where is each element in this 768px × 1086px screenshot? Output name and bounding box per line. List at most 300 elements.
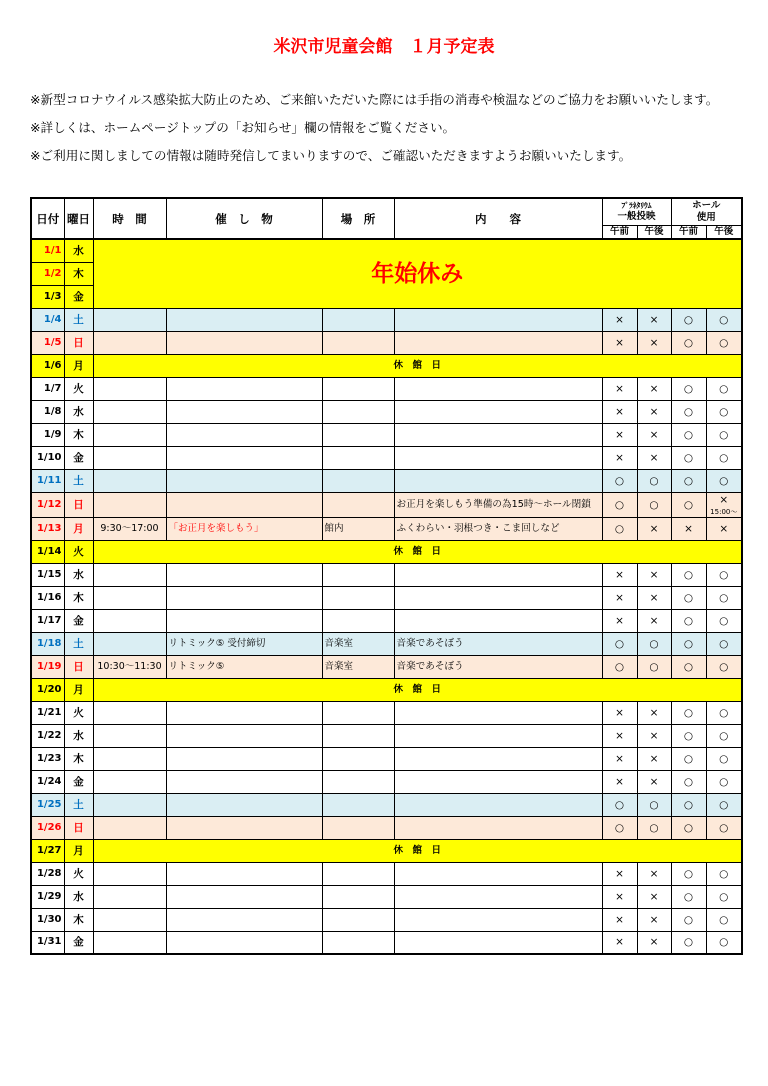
availability-mark: ×	[719, 522, 729, 535]
availability-mark: ×	[684, 522, 693, 535]
availability-mark: ○	[683, 775, 694, 788]
event-cell	[166, 908, 322, 931]
availability-mark: ○	[683, 660, 694, 673]
hall-pm-cell	[706, 609, 742, 632]
event-cell	[166, 423, 322, 446]
availability-mark: ○	[719, 798, 729, 811]
event-cell	[166, 862, 322, 885]
planetarium-pm-cell	[637, 377, 671, 400]
hall-am-cell	[671, 492, 706, 517]
weekday-cell: 月	[64, 354, 93, 377]
schedule-row	[31, 747, 742, 770]
planetarium-am-cell	[602, 446, 637, 469]
event-cell	[166, 308, 322, 331]
date-cell: 1/16	[31, 586, 64, 609]
availability-mark: ○	[719, 637, 729, 650]
place-cell	[322, 446, 394, 469]
time-cell: 10:30～11:30	[93, 655, 166, 678]
event-cell	[166, 747, 322, 770]
date-cell: 1/13	[31, 517, 64, 540]
availability-mark: ○	[719, 614, 729, 627]
content-cell: お正月を楽しもう準備の為15時～ホール閉鎖	[394, 492, 602, 517]
hall-pm-cell	[706, 469, 742, 492]
planetarium-pm-cell	[637, 469, 671, 492]
schedule-row	[31, 609, 742, 632]
notice-line: ※詳しくは、ホームページトップの「お知らせ」欄の情報をご覧ください。	[30, 120, 456, 135]
weekday-cell: 火	[64, 540, 93, 563]
availability-mark: ○	[614, 474, 625, 487]
planetarium-pm-cell	[637, 563, 671, 586]
availability-mark: ○	[683, 451, 694, 464]
availability-mark: ×	[649, 890, 659, 903]
availability-mark: ○	[683, 428, 694, 441]
event-cell	[166, 931, 322, 954]
availability-mark: ×	[649, 522, 659, 535]
schedule-row	[31, 816, 742, 839]
availability-mark: ○	[683, 336, 694, 349]
notice-line: ※新型コロナウイルス感染拡大防止のため、ご来館いただいた際には手指の消毒や検温などのご協力をお願いいたします。	[30, 92, 719, 107]
hall-pm-cell	[706, 632, 742, 655]
planetarium-am-cell	[602, 816, 637, 839]
availability-mark: ×	[615, 913, 624, 926]
event-cell	[166, 816, 322, 839]
content-cell: ふくわらい・羽根つき・こま回しなど	[394, 517, 602, 540]
availability-mark: ○	[719, 428, 729, 441]
availability-mark: ×	[649, 729, 659, 742]
planetarium-am-cell	[602, 609, 637, 632]
planetarium-am-cell	[602, 331, 637, 354]
hall-am-cell	[671, 423, 706, 446]
planetarium-pm-cell	[637, 609, 671, 632]
planetarium-am-cell	[602, 377, 637, 400]
planetarium-pm-cell	[637, 308, 671, 331]
weekday-cell: 月	[64, 839, 93, 862]
time-cell	[93, 469, 166, 492]
time-cell	[93, 377, 166, 400]
hall-pm-cell	[706, 586, 742, 609]
planetarium-am-cell	[602, 701, 637, 724]
availability-mark: ○	[719, 752, 729, 765]
event-cell	[166, 469, 322, 492]
weekday-cell: 木	[64, 262, 93, 285]
content-cell	[394, 770, 602, 793]
availability-mark: ○	[683, 568, 694, 581]
event-cell	[166, 609, 322, 632]
availability-mark: ○	[683, 913, 694, 926]
hall-pm-cell	[706, 816, 742, 839]
date-cell: 1/6	[31, 354, 64, 377]
availability-mark: ○	[649, 474, 659, 487]
planetarium-pm-cell	[637, 931, 671, 954]
closed-cell: 休 館 日	[93, 354, 742, 377]
date-cell: 1/20	[31, 678, 64, 701]
availability-mark: ○	[719, 867, 729, 880]
hall-am-cell	[671, 770, 706, 793]
availability-mark: ×	[615, 775, 624, 788]
hall-am-cell	[671, 377, 706, 400]
availability-mark: ○	[614, 798, 625, 811]
availability-mark: ○	[719, 568, 729, 581]
hall-pm-cell	[706, 331, 742, 354]
date-cell: 1/17	[31, 609, 64, 632]
content-cell	[394, 724, 602, 747]
time-cell	[93, 400, 166, 423]
time-cell	[93, 331, 166, 354]
hall-am-cell	[671, 563, 706, 586]
hall-am-cell	[671, 655, 706, 678]
planetarium-pm-cell	[637, 816, 671, 839]
availability-mark: ×	[719, 493, 729, 506]
date-cell: 1/11	[31, 469, 64, 492]
content-cell	[394, 862, 602, 885]
time-cell	[93, 492, 166, 517]
planetarium-pm-cell	[637, 724, 671, 747]
header-planetarium	[602, 198, 671, 225]
weekday-cell: 金	[64, 931, 93, 954]
availability-mark: ×	[615, 890, 624, 903]
availability-mark: ×	[649, 591, 659, 604]
place-cell	[322, 423, 394, 446]
planetarium-am-cell	[602, 563, 637, 586]
availability-mark: ○	[614, 637, 625, 650]
availability-mark: ×	[649, 428, 659, 441]
schedule-row	[31, 701, 742, 724]
availability-mark: ○	[683, 729, 694, 742]
availability-mark: ×	[649, 775, 659, 788]
page-title: 米沢市児童会館 １月予定表	[273, 37, 495, 57]
header-time: 時 間	[93, 198, 166, 239]
content-cell: 音楽であそぼう	[394, 655, 602, 678]
availability-mark: ×	[649, 706, 659, 719]
schedule-row	[31, 839, 742, 862]
availability-mark: ○	[719, 821, 729, 834]
hall-am-cell	[671, 469, 706, 492]
content-cell	[394, 377, 602, 400]
weekday-cell: 日	[64, 655, 93, 678]
hall-pm-cell	[706, 701, 742, 724]
planetarium-pm-cell	[637, 747, 671, 770]
availability-mark: ×	[615, 936, 624, 949]
content-cell	[394, 908, 602, 931]
availability-mark: ○	[719, 313, 729, 326]
event-cell	[166, 586, 322, 609]
time-cell: 9:30～17:00	[93, 517, 166, 540]
availability-mark: ○	[683, 498, 694, 511]
content-cell	[394, 400, 602, 423]
time-cell	[93, 885, 166, 908]
availability-mark: ×	[649, 752, 659, 765]
hall-pm-cell	[706, 446, 742, 469]
time-cell	[93, 770, 166, 793]
event-cell	[166, 377, 322, 400]
planetarium-pm-cell	[637, 655, 671, 678]
hall-pm-cell	[706, 747, 742, 770]
hall-am-cell	[671, 862, 706, 885]
header-planetarium-pm: 午後	[637, 225, 671, 239]
event-cell	[166, 446, 322, 469]
event-cell: リトミック⑤ 受付締切	[166, 632, 322, 655]
availability-mark: ○	[719, 405, 729, 418]
schedule-row	[31, 400, 742, 423]
weekday-cell: 金	[64, 609, 93, 632]
weekday-cell: 木	[64, 586, 93, 609]
hall-am-cell	[671, 793, 706, 816]
hall-pm-cell	[706, 377, 742, 400]
availability-mark: ○	[649, 660, 659, 673]
availability-mark: ○	[649, 498, 659, 511]
schedule-row	[31, 469, 742, 492]
availability-mark: ×	[649, 568, 659, 581]
planetarium-pm-cell	[637, 586, 671, 609]
availability-mark: ×	[615, 568, 624, 581]
content-cell	[394, 931, 602, 954]
availability-mark: ×	[615, 405, 624, 418]
availability-mark: ×	[615, 706, 624, 719]
date-cell: 1/8	[31, 400, 64, 423]
planetarium-pm-cell	[637, 770, 671, 793]
place-cell: 音楽室	[322, 655, 394, 678]
availability-mark: ×	[649, 313, 659, 326]
planetarium-pm-cell	[637, 908, 671, 931]
weekday-cell: 水	[64, 400, 93, 423]
availability-mark: ×	[615, 336, 624, 349]
schedule-row	[31, 423, 742, 446]
hall-am-cell	[671, 400, 706, 423]
time-cell	[93, 747, 166, 770]
place-cell	[322, 469, 394, 492]
date-cell: 1/10	[31, 446, 64, 469]
place-cell	[322, 724, 394, 747]
place-cell	[322, 770, 394, 793]
planetarium-am-cell	[602, 517, 637, 540]
weekday-cell: 金	[64, 285, 93, 308]
content-cell	[394, 446, 602, 469]
schedule-row	[31, 770, 742, 793]
date-cell: 1/14	[31, 540, 64, 563]
planetarium-pm-cell	[637, 423, 671, 446]
date-cell: 1/19	[31, 655, 64, 678]
place-cell	[322, 747, 394, 770]
planetarium-am-cell	[602, 931, 637, 954]
availability-mark: ○	[614, 660, 625, 673]
planetarium-pm-cell	[637, 492, 671, 517]
header-hall-title: ホール	[692, 199, 721, 211]
header-planetarium-subtitle: 一般投映	[617, 210, 656, 222]
content-cell	[394, 747, 602, 770]
header-hall-pm: 午後	[706, 225, 742, 239]
hall-am-cell	[671, 931, 706, 954]
date-cell: 1/12	[31, 492, 64, 517]
schedule-row	[31, 793, 742, 816]
availability-mark: ○	[719, 591, 729, 604]
weekday-cell: 水	[64, 885, 93, 908]
availability-mark: ○	[649, 637, 659, 650]
weekday-cell: 月	[64, 517, 93, 540]
hall-am-cell	[671, 747, 706, 770]
schedule-row	[31, 586, 742, 609]
weekday-cell: 木	[64, 423, 93, 446]
time-cell	[93, 862, 166, 885]
date-cell: 1/23	[31, 747, 64, 770]
availability-mark: ○	[683, 405, 694, 418]
weekday-cell: 火	[64, 862, 93, 885]
weekday-cell: 土	[64, 308, 93, 331]
event-cell	[166, 563, 322, 586]
place-cell	[322, 931, 394, 954]
availability-mark: ×	[649, 913, 659, 926]
time-cell	[93, 563, 166, 586]
availability-mark: ×	[615, 729, 624, 742]
date-cell: 1/25	[31, 793, 64, 816]
header-row	[31, 198, 742, 225]
hall-am-cell	[671, 586, 706, 609]
weekday-cell: 日	[64, 816, 93, 839]
availability-note: 15:00～	[710, 507, 738, 516]
availability-mark: ○	[719, 729, 729, 742]
place-cell	[322, 586, 394, 609]
content-cell	[394, 701, 602, 724]
hall-am-cell	[671, 908, 706, 931]
date-cell: 1/30	[31, 908, 64, 931]
availability-mark: ×	[649, 405, 659, 418]
availability-mark: ○	[683, 637, 694, 650]
date-cell: 1/15	[31, 563, 64, 586]
planetarium-am-cell	[602, 747, 637, 770]
weekday-cell: 月	[64, 678, 93, 701]
event-cell	[166, 400, 322, 423]
hall-pm-cell	[706, 423, 742, 446]
schedule-row	[31, 446, 742, 469]
content-cell	[394, 308, 602, 331]
header-place: 場 所	[322, 198, 394, 239]
availability-mark: ○	[683, 382, 694, 395]
content-cell	[394, 469, 602, 492]
date-cell: 1/26	[31, 816, 64, 839]
hall-pm-cell	[706, 655, 742, 678]
availability-mark: ○	[683, 591, 694, 604]
planetarium-pm-cell	[637, 862, 671, 885]
closed-cell: 休 館 日	[93, 678, 742, 701]
time-cell	[93, 308, 166, 331]
weekday-cell: 水	[64, 724, 93, 747]
availability-mark: ×	[615, 614, 624, 627]
hall-am-cell	[671, 816, 706, 839]
planetarium-am-cell	[602, 632, 637, 655]
place-cell	[322, 609, 394, 632]
availability-mark: ×	[649, 451, 659, 464]
availability-mark: ×	[615, 752, 624, 765]
availability-mark: ○	[614, 522, 625, 535]
schedule-row	[31, 908, 742, 931]
content-cell	[394, 885, 602, 908]
availability-mark: ○	[719, 382, 729, 395]
availability-mark: ×	[615, 313, 624, 326]
header-planetarium-am: 午前	[602, 225, 637, 239]
header-hall-subtitle: 使用	[696, 211, 716, 223]
schedule-row	[31, 492, 742, 517]
planetarium-am-cell	[602, 908, 637, 931]
place-cell	[322, 862, 394, 885]
date-cell: 1/18	[31, 632, 64, 655]
table-header	[31, 198, 742, 239]
hall-am-cell	[671, 446, 706, 469]
hall-am-cell	[671, 701, 706, 724]
weekday-cell: 木	[64, 747, 93, 770]
availability-mark: ○	[649, 798, 659, 811]
hall-am-cell	[671, 517, 706, 540]
header-event: 催 し 物	[166, 198, 322, 239]
new-year-cell: 年始休み	[93, 239, 742, 308]
availability-mark: ×	[615, 451, 624, 464]
hall-am-cell	[671, 609, 706, 632]
weekday-cell: 土	[64, 793, 93, 816]
schedule-row	[31, 331, 742, 354]
weekday-cell: 水	[64, 563, 93, 586]
hall-pm-cell	[706, 908, 742, 931]
planetarium-am-cell	[602, 586, 637, 609]
schedule-rows	[31, 239, 742, 954]
weekday-cell: 火	[64, 377, 93, 400]
time-cell	[93, 586, 166, 609]
place-cell: 館内	[322, 517, 394, 540]
date-cell: 1/22	[31, 724, 64, 747]
hall-am-cell	[671, 308, 706, 331]
time-cell	[93, 423, 166, 446]
availability-mark: ×	[615, 428, 624, 441]
availability-mark: ○	[719, 775, 729, 788]
content-cell	[394, 423, 602, 446]
planetarium-pm-cell	[637, 517, 671, 540]
availability-mark: ○	[683, 936, 694, 949]
date-cell: 1/21	[31, 701, 64, 724]
availability-mark: ×	[615, 591, 624, 604]
hall-pm-cell	[706, 517, 742, 540]
availability-mark: ×	[615, 382, 624, 395]
place-cell	[322, 563, 394, 586]
date-cell: 1/29	[31, 885, 64, 908]
place-cell: 音楽室	[322, 632, 394, 655]
planetarium-am-cell	[602, 862, 637, 885]
notice-line: ※ご利用に関しましての情報は随時発信してまいりますので、ご確認いただきますようお願いいたします。	[30, 148, 632, 163]
availability-mark: ○	[683, 474, 694, 487]
time-cell	[93, 931, 166, 954]
availability-mark: ○	[614, 498, 625, 511]
planetarium-am-cell	[602, 400, 637, 423]
schedule-row	[31, 308, 742, 331]
notice-list	[30, 86, 766, 170]
weekday-cell: 土	[64, 469, 93, 492]
weekday-cell: 土	[64, 632, 93, 655]
availability-mark: ×	[615, 867, 624, 880]
availability-mark: ○	[683, 313, 694, 326]
availability-mark: ○	[683, 821, 694, 834]
hall-pm-cell	[706, 400, 742, 423]
hall-pm-cell	[706, 770, 742, 793]
planetarium-am-cell	[602, 724, 637, 747]
time-cell	[93, 908, 166, 931]
availability-mark: ○	[683, 890, 694, 903]
header-date: 日付	[31, 198, 64, 239]
availability-mark: ○	[649, 821, 659, 834]
date-cell: 1/3	[31, 285, 64, 308]
weekday-cell: 金	[64, 446, 93, 469]
planetarium-pm-cell	[637, 400, 671, 423]
date-cell: 1/7	[31, 377, 64, 400]
availability-mark: ○	[719, 451, 729, 464]
planetarium-pm-cell	[637, 701, 671, 724]
availability-mark: ○	[683, 752, 694, 765]
place-cell	[322, 793, 394, 816]
